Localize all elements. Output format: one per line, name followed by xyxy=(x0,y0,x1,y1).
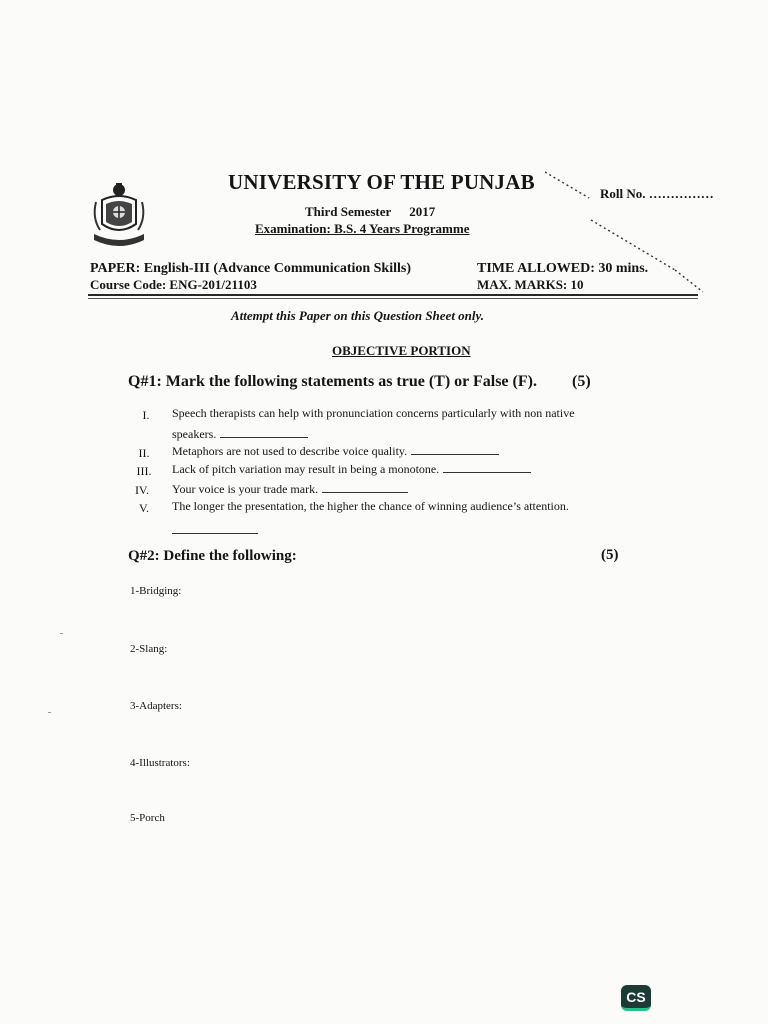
university-title: UNIVERSITY OF THE PUNJAB xyxy=(228,170,535,194)
statement-number: I. xyxy=(142,408,150,422)
statement-number: V. xyxy=(138,501,150,515)
time-allowed: TIME ALLOWED: 30 mins. xyxy=(477,261,649,276)
course-code: Course Code: ENG-201/21103 xyxy=(90,277,257,292)
header-divider xyxy=(88,294,698,296)
term-item: 4-Illustrators: xyxy=(130,757,190,769)
statement-number: III. xyxy=(136,464,152,478)
exam-year: 2017 xyxy=(409,204,436,219)
statement-text: Metaphors are not used to describe voice quality. xyxy=(172,444,408,458)
examination-line: Examination: B.S. 4 Years Programme xyxy=(255,221,470,236)
paper-title: PAPER: English-III (Advance Communication Skills) xyxy=(90,261,412,276)
q1-marks: (5) xyxy=(572,373,591,390)
statement-number: II. xyxy=(138,446,150,460)
term-item: 3-Adapters: xyxy=(130,700,182,712)
instruction-text: Attempt this Paper on this Question Sheet only. xyxy=(231,308,485,323)
term-item: 2-Slang: xyxy=(130,643,168,655)
statement-text: Speech therapists can help with pronunciation concerns particularly with non native xyxy=(172,406,575,420)
statement-row xyxy=(172,462,531,477)
section-title: OBJECTIVE PORTION xyxy=(332,343,471,358)
header-divider-thin xyxy=(88,298,698,299)
statement-row xyxy=(172,444,499,459)
statement-cont-text: speakers. xyxy=(172,427,217,441)
term-item: 5-Porch xyxy=(130,812,165,824)
university-logo xyxy=(88,180,150,254)
term-item: 1-Bridging: xyxy=(130,585,182,597)
scan-speck xyxy=(60,633,63,634)
statement-number: IV. xyxy=(134,483,150,497)
statement-text: Your voice is your trade mark. xyxy=(172,482,319,496)
answer-blank[interactable] xyxy=(322,482,408,493)
scan-speck xyxy=(48,712,51,713)
q1-heading: Q#1: Mark the following statements as true (T) or False (F). xyxy=(128,373,537,390)
statement-text: The longer the presentation, the higher the chance of winning audience’s attention. xyxy=(172,499,569,513)
answer-blank[interactable] xyxy=(443,462,531,473)
answer-blank[interactable] xyxy=(411,444,499,455)
statement-row xyxy=(172,482,408,497)
semester-line xyxy=(305,204,435,220)
q2-marks: (5) xyxy=(601,547,619,563)
semester-text: Third Semester xyxy=(305,204,392,219)
q2-heading: Q#2: Define the following: xyxy=(128,548,297,564)
max-marks: MAX. MARKS: 10 xyxy=(477,277,584,292)
answer-blank[interactable] xyxy=(220,427,308,438)
roll-number-field: Roll No. …………… xyxy=(600,186,714,201)
scanner-logo-badge: CS xyxy=(621,985,651,1011)
answer-blank[interactable] xyxy=(172,523,258,534)
statement-continuation xyxy=(172,427,308,442)
statement-text: Lack of pitch variation may result in being a monotone. xyxy=(172,462,440,476)
